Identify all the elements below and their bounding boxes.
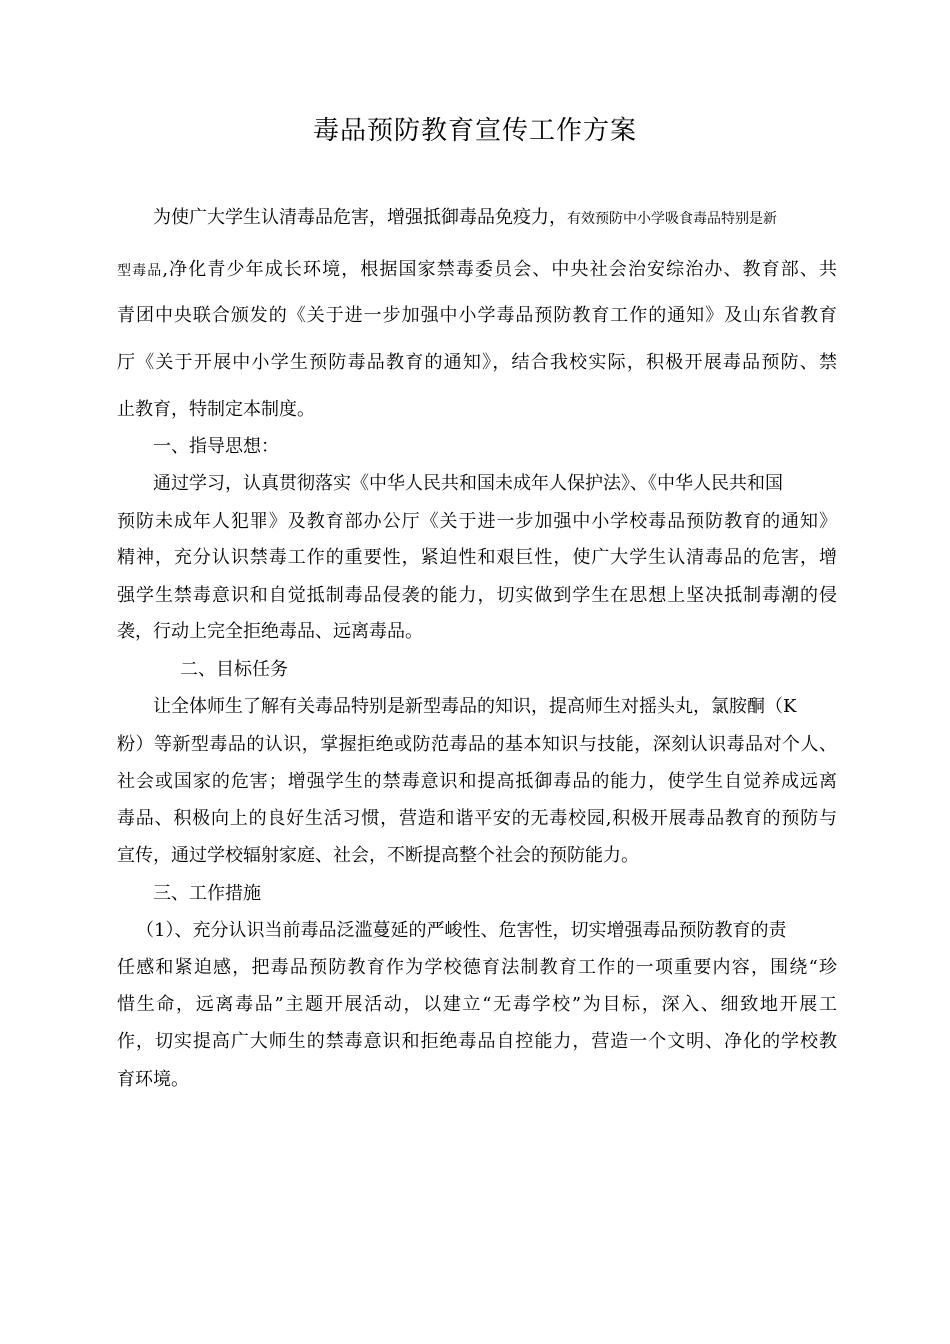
section1-line-1: 通过学习，认真贯彻落实《中华人民共和国未成年人保护法》、《中华人民共和国 <box>153 473 783 494</box>
section2-line-1: 让全体师生了解有关毒品特别是新型毒品的知识，提高师生对摇头丸，氯胺酮（K <box>153 696 797 717</box>
section1-line-3: 精神，充分认识禁毒工作的重要性，紧迫性和艰巨性，使广大学生认清毒品的危害，增 <box>117 547 837 568</box>
document-title: 毒品预防教育宣传工作方案 <box>312 116 637 146</box>
section3-line-2: 任感和紧迫感，把毒品预防教育作为学校德育法制教育工作的一项重要内容，围绕“珍 <box>117 957 837 978</box>
section1-line-2: 预防未成年人犯罪》及教育部办公厅《关于进一步加强中小学校毒品预防教育的通知》 <box>117 511 837 532</box>
section2-line-4: 毒品、积极向上的良好生活习惯，营造和谐平安的无毒校园,积极开展毒品教育的预防与 <box>117 808 837 829</box>
section3-line-4: 作，切实提高广大师生的禁毒意识和拒绝毒品自控能力，营造一个文明、净化的学校教 <box>117 1031 837 1052</box>
intro-line-5: 止教育，特制定本制度。 <box>117 399 315 420</box>
section3-line-5: 育环境。 <box>117 1069 189 1090</box>
section2-heading: 二、目标任务 <box>180 659 288 680</box>
section3-line-3: 惜生命，远离毒品”主题开展活动，以建立“无毒学校”为目标，深入、细致地开展工 <box>117 994 837 1015</box>
section1-line-4: 强学生禁毒意识和自觉抵制毒品侵袭的能力，切实做到学生在思想上坚决抵制毒潮的侵 <box>117 585 837 606</box>
intro-line-4: 厅《关于开展中小学生预防毒品教育的通知》，结合我校实际，积极开展毒品预防、禁 <box>117 352 837 373</box>
intro-line-3: 青团中央联合颁发的《关于进一步加强中小学毒品预防教育工作的通知》及山东省教育 <box>117 305 837 326</box>
section2-line-3: 社会或国家的危害；增强学生的禁毒意识和提高抵御毒品的能力，使学生自觉养成远离 <box>117 771 837 792</box>
intro-line-1 <box>153 206 837 231</box>
section3-line-1: （1）、充分认识当前毒品泛滥蔓延的严峻性、危害性，切实增强毒品预防教育的责 <box>136 920 787 941</box>
intro-line-2-small: 型毒品 <box>117 263 163 279</box>
section2-line-2: 粉）等新型毒品的认识，掌握拒绝或防范毒品的基本知识与技能，深刻认识毒品对个人、 <box>117 734 837 755</box>
intro-line-1-small: 有效预防中小学吸食毒品特别是新 <box>567 211 777 227</box>
section3-heading: 三、工作措施 <box>153 883 261 904</box>
section1-heading: 一、指导思想： <box>153 436 279 457</box>
intro-line-1-main: 为使广大学生认清毒品危害，增强抵御毒品免疫力， <box>153 207 567 228</box>
intro-line-2 <box>117 258 837 283</box>
section2-line-5: 宣传，通过学校辐射家庭、社会，不断提高整个社会的预防能力。 <box>117 845 639 866</box>
intro-line-2-main: ,净化青少年成长环境，根据国家禁毒委员会、中央社会治安综治办、教育部、共 <box>162 259 838 280</box>
section1-line-5: 袭，行动上完全拒绝毒品、远离毒品。 <box>117 621 423 642</box>
